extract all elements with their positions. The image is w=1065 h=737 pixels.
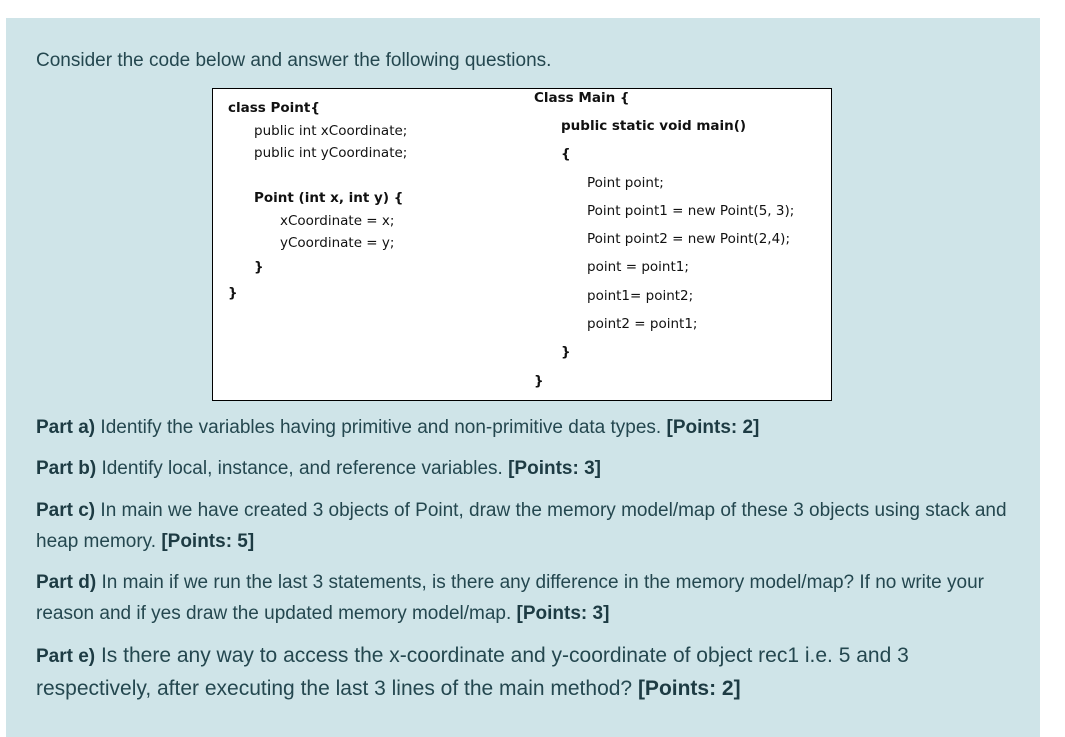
code-line: } xyxy=(561,344,571,360)
code-line: public int xCoordinate; xyxy=(254,123,408,139)
question-text: In main if we run the last 3 statements, is there any difference in the memory model/map? If no write your reason and if yes draw the updated memory model/map. xyxy=(36,572,984,624)
question-label: Part d) xyxy=(36,572,97,593)
question-points: [Points: 3] xyxy=(508,458,601,479)
question-label: Part a) xyxy=(36,417,96,438)
code-line: point2 = point1; xyxy=(587,316,698,332)
question-points: [Points: 5] xyxy=(161,531,255,552)
question-points: [Points: 3] xyxy=(516,603,610,624)
question-part-b xyxy=(36,453,1026,484)
question-text: Is there any way to access the x-coordinate and y-coordinate of object rec1 i.e. 5 and 3 respectively, after executing the last 3 lines of the main method? xyxy=(36,644,909,700)
code-line: Point point; xyxy=(587,175,664,191)
code-line: } xyxy=(228,285,238,301)
question-points: [Points: 2] xyxy=(666,417,760,438)
question-label: Part c) xyxy=(36,500,96,521)
code-line: class Point{ xyxy=(228,100,320,116)
code-line: point1= point2; xyxy=(587,288,694,304)
code-line: } xyxy=(534,373,544,389)
code-line: Point point2 = new Point(2,4); xyxy=(587,231,790,247)
code-line: yCoordinate = y; xyxy=(280,235,395,251)
code-line: { xyxy=(561,146,571,162)
question-label: Part e) xyxy=(36,646,96,667)
question-part-e xyxy=(36,640,1026,705)
question-points: [Points: 2] xyxy=(637,677,741,700)
question-label: Part b) xyxy=(36,458,97,479)
question-part-a xyxy=(36,412,1026,443)
code-line: } xyxy=(254,259,264,275)
code-line: xCoordinate = x; xyxy=(280,213,395,229)
code-line: Point point1 = new Point(5, 3); xyxy=(587,203,795,219)
question-part-c xyxy=(36,495,1026,557)
question-text: In main we have created 3 objects of Point, draw the memory model/map of these 3 objects using stack and heap memory. xyxy=(36,500,1007,552)
question-part-d xyxy=(36,567,1026,629)
question-text: Identify the variables having primitive and non-primitive data types. xyxy=(95,417,667,438)
code-line: point = point1; xyxy=(587,259,689,275)
code-line: public int yCoordinate; xyxy=(254,145,408,161)
code-line: Point (int x, int y) { xyxy=(254,190,404,206)
code-line: public static void main() xyxy=(561,118,747,134)
intro-text: Consider the code below and answer the following questions. xyxy=(36,50,552,71)
question-text: Identify local, instance, and reference variables. xyxy=(96,458,509,479)
code-line: Class Main { xyxy=(534,90,630,106)
